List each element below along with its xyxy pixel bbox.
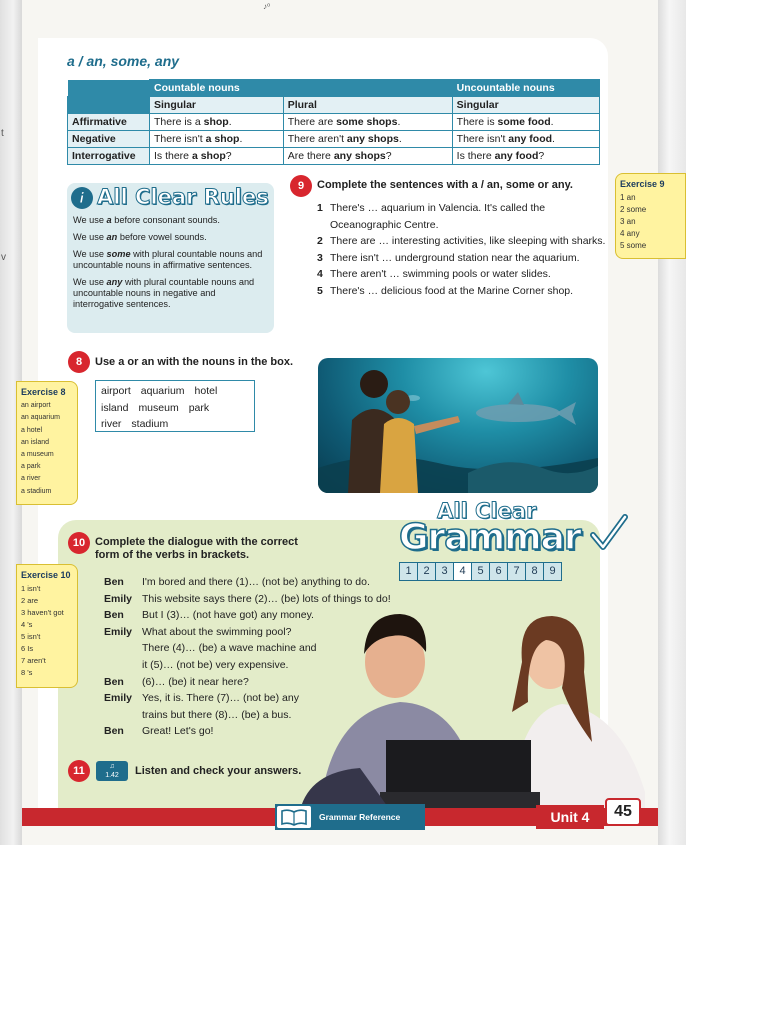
- speaker: Ben: [104, 725, 124, 738]
- line-text: it (5)… (not be) very expensive.: [142, 658, 289, 671]
- word: hotel: [194, 385, 218, 397]
- rules-box: [67, 183, 274, 333]
- word: river: [101, 418, 122, 430]
- audio-track-button[interactable]: [96, 761, 128, 781]
- row-label: Interrogative: [68, 148, 150, 165]
- dialogue-line: [104, 674, 414, 691]
- grammar-table: [67, 79, 600, 165]
- table-row: [68, 131, 600, 148]
- speaker: Ben: [104, 675, 124, 688]
- table-cell: There is some food.: [452, 114, 599, 131]
- answer-item: 4 any: [620, 229, 640, 238]
- answer-item: 2 are: [21, 596, 39, 605]
- speaker: Emily: [104, 692, 133, 705]
- audio-track-number: 1.42: [105, 772, 119, 779]
- exercise-instruction: Listen and check your answers.: [135, 765, 302, 777]
- unit-number: 8: [525, 562, 544, 581]
- answer-item: 8 's: [21, 668, 33, 677]
- table-row: [68, 114, 600, 131]
- unit-number: 1: [399, 562, 418, 581]
- table-sub-header: Singular: [150, 97, 284, 114]
- grammar-reference-link[interactable]: [275, 804, 425, 830]
- table-row: [68, 148, 600, 165]
- rules-title: i All Clear Rules: [71, 187, 269, 209]
- table-cell: There are some shops.: [283, 114, 452, 131]
- answer-item: an airport: [21, 402, 51, 410]
- exercise-number-badge: 8: [68, 351, 90, 373]
- table-corner: [68, 97, 150, 114]
- line-text: This website says there (2)… (be) lots of things to do!: [142, 592, 391, 605]
- logo-text-bottom: Grammar: [399, 517, 581, 558]
- dialogue-line: [104, 640, 414, 657]
- dialogue: [104, 574, 414, 740]
- answer-tab-title: Exercise 9: [620, 179, 665, 189]
- word: airport: [101, 385, 131, 397]
- answer-item: a river: [21, 475, 41, 483]
- table-cell: There aren't any shops.: [283, 131, 452, 148]
- grammar-reference-label: Grammar Reference: [319, 812, 401, 822]
- word: park: [188, 401, 210, 414]
- answer-item: 3 haven't got: [21, 608, 64, 617]
- dialogue-line: [104, 707, 414, 724]
- table-cell: Is there a shop?: [150, 148, 284, 165]
- page-right-edge: [658, 0, 686, 845]
- word: aquarium: [140, 385, 185, 397]
- speaker-icon: ♫: [109, 763, 115, 770]
- row-label: Negative: [68, 131, 150, 148]
- table-sub-header: Singular: [452, 97, 599, 114]
- answer-tab-ex10: [16, 564, 78, 688]
- answer-item: 7 aren't: [21, 656, 46, 665]
- info-icon: i: [71, 187, 93, 209]
- unit-number: 9: [543, 562, 562, 581]
- unit-number-strip: [400, 562, 562, 581]
- answer-tab-title: Exercise 10: [21, 570, 71, 580]
- answer-tab-ex8: [16, 381, 78, 505]
- list-item: 5 There's … delicious food at the Marine Corner shop.: [317, 284, 574, 297]
- answer-item: 2 some: [620, 205, 647, 214]
- exercise-instruction: Use a or an with the nouns in the box.: [95, 356, 294, 368]
- rule-text: We use some with plural countable nouns and uncountable nouns in affirmative sentences.: [73, 249, 263, 270]
- page-number: 45: [605, 798, 641, 826]
- answer-item: an island: [21, 438, 50, 446]
- exercise-instruction: Complete the sentences with a / an, some or any.: [317, 179, 573, 191]
- dialogue-line: [104, 574, 414, 591]
- unit-number: 4: [453, 562, 472, 581]
- rule-text: We use a before consonant sounds.: [73, 215, 220, 225]
- list-item: 1 There's … aquarium in Valencia. It's called the Oceanographic Centre.: [317, 202, 546, 231]
- speaker: [104, 707, 142, 724]
- row-label: Affirmative: [68, 114, 150, 131]
- table-cell: Are there any shops?: [283, 148, 452, 165]
- unit-number: 7: [507, 562, 526, 581]
- answer-item: a park: [21, 463, 41, 471]
- all-clear-grammar-logo: [397, 497, 629, 562]
- aquarium-photo: [318, 358, 598, 493]
- line-text: But I (3)… (not have got) any money.: [142, 609, 314, 622]
- list-item: 4 There aren't … swimming pools or water slides.: [317, 268, 551, 280]
- word-box: [95, 380, 255, 432]
- dialogue-line: [104, 607, 414, 624]
- line-text: Yes, it is. There (7)… (not be) any: [142, 692, 299, 705]
- speaker: [104, 657, 142, 674]
- list-item: 2 There are … interesting activities, like sleeping with sharks.: [317, 235, 606, 247]
- unit-number: 5: [471, 562, 490, 581]
- dialogue-line: [104, 657, 414, 674]
- checkmark-icon: [589, 513, 629, 553]
- unit-number: 2: [417, 562, 436, 581]
- word: stadium: [131, 418, 169, 430]
- list-item: 3 There isn't … underground station near the aquarium.: [317, 251, 580, 264]
- book-icon: [277, 806, 311, 828]
- exercise-number-badge: 11: [68, 760, 90, 782]
- line-text: (6)… (be) it near here?: [142, 675, 249, 688]
- exercise-list: [317, 200, 607, 299]
- edge-letter: v: [1, 252, 6, 263]
- line-text: There (4)… (be) a wave machine and: [142, 642, 317, 655]
- exercise-instruction: Complete the dialogue with the correct form of the verbs in brackets.: [95, 536, 298, 561]
- table-cell: There isn't a shop.: [150, 131, 284, 148]
- answer-tab-title: Exercise 8: [21, 387, 66, 397]
- answer-item: 3 an: [620, 217, 636, 226]
- edge-letter: t: [1, 128, 4, 139]
- dialogue-line: [104, 591, 414, 608]
- answer-item: an aquarium: [21, 414, 60, 422]
- dialogue-line: [104, 690, 414, 707]
- answer-item: 4 's: [21, 620, 33, 629]
- table-cell: There is a shop.: [150, 114, 284, 131]
- top-mark: ♪⁰: [263, 2, 271, 11]
- answer-item: 6 Is: [21, 644, 34, 653]
- rule-text: We use any with plural countable nouns and uncountable nouns in negative and interrogative sentences.: [73, 277, 255, 309]
- line-text: trains but there (8)… (be) a bus.: [142, 708, 292, 721]
- speaker: Ben: [104, 609, 124, 622]
- rule-text: We use an before vowel sounds.: [73, 232, 207, 242]
- speaker: Emily: [104, 592, 133, 605]
- dialogue-line: [104, 723, 414, 740]
- table-sub-header: Plural: [283, 97, 452, 114]
- answer-tab-ex9: [615, 173, 686, 259]
- logo-text-top: All Clear: [437, 499, 537, 523]
- answer-item: a museum: [21, 451, 54, 459]
- answer-item: a stadium: [21, 487, 52, 495]
- unit-label: Unit 4: [536, 805, 604, 829]
- answer-item: a hotel: [21, 426, 43, 434]
- line-text: Great! Let's go!: [142, 725, 214, 738]
- answer-item: 5 isn't: [21, 632, 41, 641]
- table-group-header: Countable nouns: [150, 80, 453, 97]
- unit-number: 6: [489, 562, 508, 581]
- line-text: What about the swimming pool?: [142, 625, 292, 638]
- section-title: a / an, some, any: [67, 53, 180, 69]
- dialogue-line: [104, 624, 414, 641]
- word: museum: [138, 401, 179, 414]
- speaker: Ben: [104, 576, 124, 588]
- word: island: [101, 401, 129, 414]
- line-text: I'm bored and there (1)… (not be) anything to do.: [142, 576, 370, 588]
- exercise-number-badge: 9: [290, 175, 312, 197]
- aquarium-illustration: [318, 358, 598, 493]
- answer-item: 1 isn't: [21, 584, 41, 593]
- speaker: [104, 640, 142, 657]
- answer-item: 1 an: [620, 193, 636, 202]
- table-cell: Is there any food?: [452, 148, 599, 165]
- table-group-header: Uncountable nouns: [452, 80, 599, 97]
- table-cell: There isn't any food.: [452, 131, 599, 148]
- table-corner: [68, 80, 150, 97]
- speaker: Emily: [104, 625, 133, 638]
- unit-number: 3: [435, 562, 454, 581]
- answer-item: 5 some: [620, 241, 647, 250]
- exercise-number-badge: 10: [68, 532, 90, 554]
